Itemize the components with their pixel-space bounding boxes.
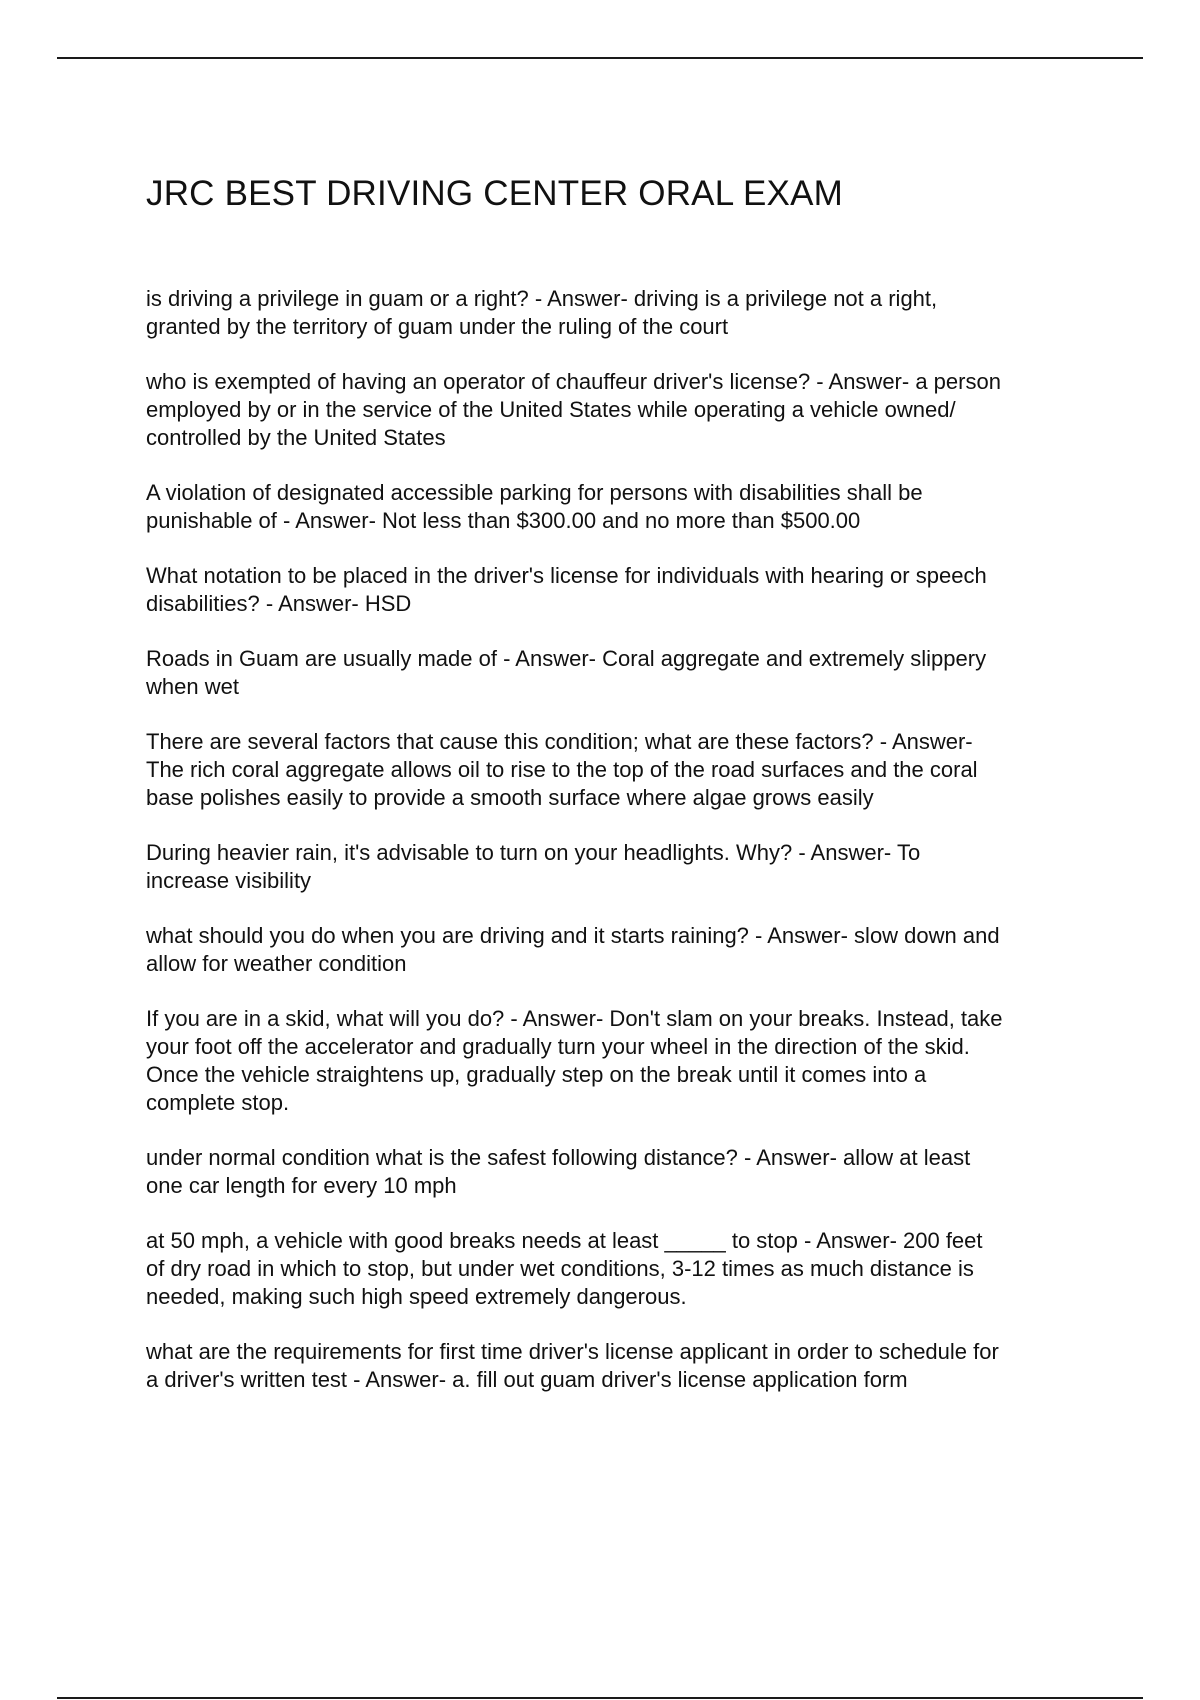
qa-line: If you are in a skid, what will you do? - Answer- Don't slam on your breaks. Instead, take <box>146 1006 1003 1031</box>
qa-line: Once the vehicle straightens up, gradually step on the break until it comes into a <box>146 1062 927 1087</box>
qa-line: of dry road in which to stop, but under wet conditions, 3-12 times as much distance is <box>146 1256 974 1281</box>
bottom-rule <box>57 1697 1143 1699</box>
qa-line: increase visibility <box>146 868 312 893</box>
qa-item-1 <box>146 285 1096 341</box>
qa-item-3 <box>146 479 1096 535</box>
qa-line: A violation of designated accessible parking for persons with disabilities shall be <box>146 480 923 505</box>
qa-line: needed, making such high speed extremely dangerous. <box>146 1284 687 1309</box>
qa-line: what are the requirements for first time driver's license applicant in order to schedule for <box>146 1339 999 1364</box>
qa-line: your foot off the accelerator and gradually turn your wheel in the direction of the skid. <box>146 1034 970 1059</box>
qa-line: disabilities? - Answer- HSD <box>146 591 412 616</box>
qa-line: Roads in Guam are usually made of - Answer- Coral aggregate and extremely slippery <box>146 646 987 671</box>
document-title: JRC BEST DRIVING CENTER ORAL EXAM <box>146 174 843 213</box>
qa-line: one car length for every 10 mph <box>146 1173 457 1198</box>
qa-line: During heavier rain, it's advisable to turn on your headlights. Why? - Answer- To <box>146 840 921 865</box>
top-rule <box>57 57 1143 59</box>
qa-item-11 <box>146 1227 1096 1311</box>
qa-item-7 <box>146 839 1096 895</box>
qa-line: under normal condition what is the safest following distance? - Answer- allow at least <box>146 1145 971 1170</box>
qa-line: The rich coral aggregate allows oil to rise to the top of the road surfaces and the coral <box>146 757 978 782</box>
qa-line: a driver's written test - Answer- a. fill out guam driver's license application form <box>146 1367 908 1392</box>
qa-line: granted by the territory of guam under the ruling of the court <box>146 314 729 339</box>
qa-line: base polishes easily to provide a smooth surface where algae grows easily <box>146 785 874 810</box>
qa-line: What notation to be placed in the driver's license for individuals with hearing or speech <box>146 563 987 588</box>
qa-item-4 <box>146 562 1096 618</box>
qa-line: what should you do when you are driving and it starts raining? - Answer- slow down and <box>146 923 1000 948</box>
qa-line: at 50 mph, a vehicle with good breaks needs at least _____ to stop - Answer- 200 feet <box>146 1228 983 1253</box>
qa-item-6 <box>146 728 1096 812</box>
qa-line: complete stop. <box>146 1090 290 1115</box>
qa-item-8 <box>146 922 1096 978</box>
qa-line: who is exempted of having an operator of chauffeur driver's license? - Answer- a person <box>146 369 1001 394</box>
qa-item-5 <box>146 645 1096 701</box>
qa-item-2 <box>146 368 1096 452</box>
qa-line: when wet <box>146 674 239 699</box>
qa-line: is driving a privilege in guam or a right? - Answer- driving is a privilege not a right, <box>146 286 938 311</box>
qa-line: employed by or in the service of the United States while operating a vehicle owned/ <box>146 397 956 422</box>
qa-line: allow for weather condition <box>146 951 407 976</box>
qa-line: controlled by the United States <box>146 425 446 450</box>
qa-line: punishable of - Answer- Not less than $300.00 and no more than $500.00 <box>146 508 861 533</box>
qa-line: There are several factors that cause this condition; what are these factors? - Answer- <box>146 729 973 754</box>
qa-item-12 <box>146 1338 1096 1394</box>
qa-item-9 <box>146 1005 1096 1117</box>
qa-item-10 <box>146 1144 1096 1200</box>
qa-list <box>146 285 1096 1421</box>
